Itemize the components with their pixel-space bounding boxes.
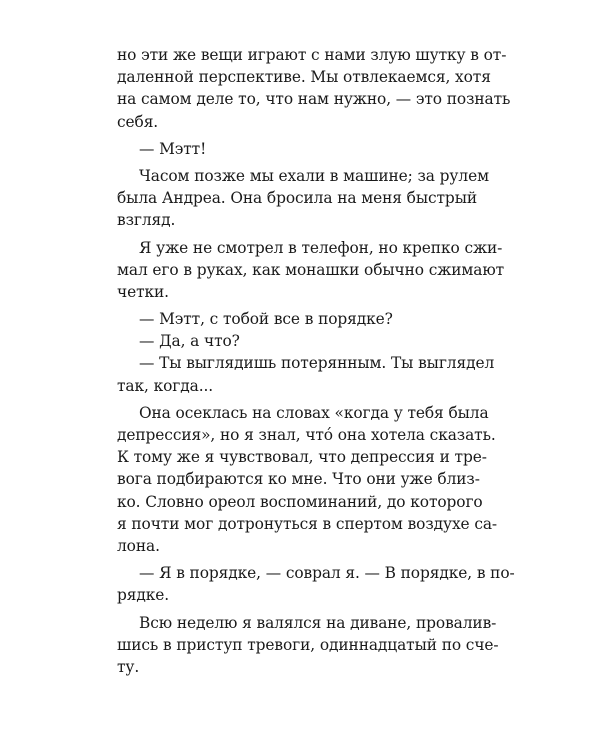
text-line: ту. [117, 657, 140, 676]
text-line: я почти мог дотронуться в спертом воздухе са- [117, 514, 498, 533]
text-line: — Да, а что? [139, 332, 240, 351]
text-line: вога подбираются ко мне. Что они уже близ- [117, 470, 480, 489]
text-line: взгляд. [117, 211, 176, 230]
text-line: ко. Словно ореол воспоминаний, до которого [117, 492, 483, 511]
text-line: но эти же вещи играют с нами злую шутку в от- [117, 46, 507, 64]
text-line: мал его в руках, как монашки обычно сжимают [117, 260, 505, 279]
text-line: себя. [117, 112, 159, 131]
text-line: Всю неделю я валялся на диване, провалив- [139, 613, 497, 632]
text-line: даленной перспективе. Мы отвлекаемся, хотя [117, 68, 491, 87]
text-line: была Андреа. Она бросила на меня быстрый [117, 189, 477, 208]
text-line: четки. [117, 282, 169, 301]
text-line: шись в приступ тревоги, одиннадцатый по сче- [117, 635, 499, 654]
text-line: рядке. [117, 586, 170, 605]
text-line: — Мэтт! [139, 139, 207, 158]
text-line: — Ты выглядишь потерянным. Ты выглядел [139, 354, 495, 373]
text-line: Я уже не смотрел в телефон, но крепко сжи- [139, 238, 503, 257]
text-line: депрессия», но я знал, что́ она хотела сказать. [117, 426, 496, 444]
text-line: К тому же я чувствовал, что депрессия и тре- [117, 448, 487, 467]
text-line: — Я в порядке, — соврал я. — В порядке, в по- [139, 564, 515, 583]
text-line: лона. [117, 536, 160, 555]
book-page-text [117, 44, 515, 678]
text-line: на самом деле то, что нам нужно, — это познать [117, 90, 511, 109]
text-line: так, когда... [117, 376, 214, 395]
text-line: Часом позже мы ехали в машине; за рулем [139, 166, 489, 185]
text-line: — Мэтт, с тобой все в порядке? [139, 310, 393, 329]
text-line: Она осеклась на словах «когда у тебя была [139, 403, 489, 422]
